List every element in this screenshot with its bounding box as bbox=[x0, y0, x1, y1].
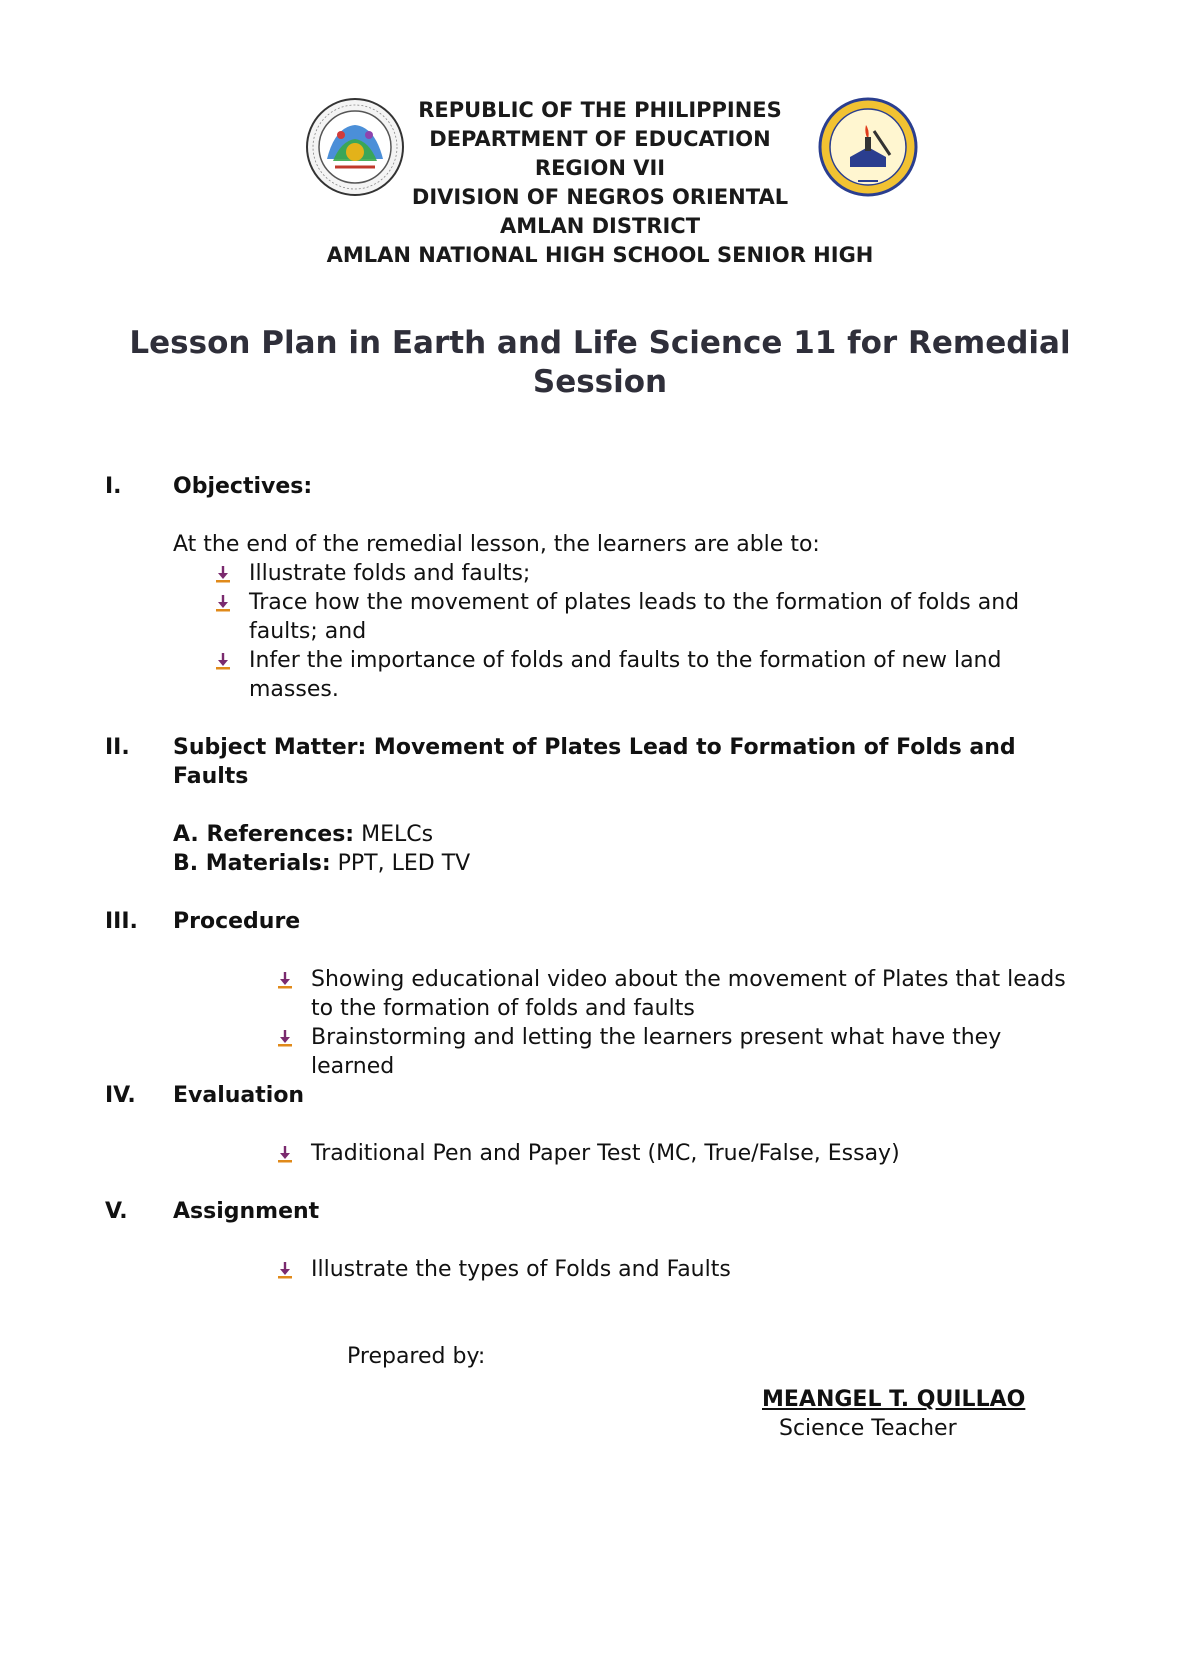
section-numeral-objectives: I. bbox=[105, 474, 122, 499]
arrow-bullet-icon bbox=[214, 652, 232, 670]
arrow-bullet-icon bbox=[276, 1261, 294, 1279]
procedure-item-continuation: to the formation of folds and faults bbox=[311, 996, 695, 1021]
document-title-line2: Session bbox=[532, 364, 668, 400]
section-heading-assignment: Assignment bbox=[173, 1199, 320, 1224]
objective-item-continuation: masses. bbox=[249, 677, 339, 702]
procedure-item-continuation: learned bbox=[311, 1054, 395, 1079]
procedure-item: Showing educational video about the movement of Plates that leads bbox=[311, 967, 1066, 992]
references-line bbox=[173, 820, 433, 849]
arrow-bullet-icon bbox=[276, 971, 294, 989]
assignment-item: Illustrate the types of Folds and Faults bbox=[311, 1257, 731, 1282]
objective-item-continuation: faults; and bbox=[249, 619, 367, 644]
arrow-bullet-icon bbox=[276, 1145, 294, 1163]
procedure-item: Brainstorming and letting the learners present what have they bbox=[311, 1025, 1002, 1050]
header-division: DIVISION OF NEGROS ORIENTAL bbox=[411, 185, 789, 209]
section-numeral-evaluation: IV. bbox=[105, 1083, 136, 1108]
prepared-by-label: Prepared by: bbox=[347, 1344, 486, 1369]
document-title-line1: Lesson Plan in Earth and Life Science 11 for Remedial bbox=[129, 325, 1071, 361]
materials-label: B. Materials: bbox=[173, 851, 331, 876]
section-heading-evaluation: Evaluation bbox=[173, 1083, 305, 1108]
section-numeral-procedure: III. bbox=[105, 909, 138, 934]
references-value: MELCs bbox=[361, 822, 434, 847]
references-label: A. References: bbox=[173, 822, 355, 847]
section-heading-objectives: Objectives: bbox=[173, 474, 313, 499]
signatory-role: Science Teacher bbox=[779, 1416, 957, 1441]
section-numeral-subject-matter: II. bbox=[105, 735, 130, 760]
section-heading-subject-matter-continuation: Faults bbox=[173, 764, 249, 789]
objective-item: Illustrate folds and faults; bbox=[249, 561, 531, 586]
header-department: DEPARTMENT OF EDUCATION bbox=[429, 127, 771, 151]
arrow-bullet-icon bbox=[276, 1029, 294, 1047]
objective-item: Trace how the movement of plates leads to the formation of folds and bbox=[249, 590, 1020, 615]
section-heading-subject-matter: Subject Matter: Movement of Plates Lead to Formation of Folds and bbox=[173, 735, 1016, 760]
arrow-bullet-icon bbox=[214, 594, 232, 612]
section-heading-procedure: Procedure bbox=[173, 909, 301, 934]
materials-value: PPT, LED TV bbox=[337, 851, 471, 876]
objectives-intro: At the end of the remedial lesson, the learners are able to: bbox=[173, 532, 820, 557]
header-district: AMLAN DISTRICT bbox=[499, 214, 701, 238]
arrow-bullet-icon bbox=[214, 565, 232, 583]
evaluation-item: Traditional Pen and Paper Test (MC, True/False, Essay) bbox=[311, 1141, 900, 1166]
section-numeral-assignment: V. bbox=[105, 1199, 128, 1224]
objective-item: Infer the importance of folds and faults to the formation of new land bbox=[249, 648, 1002, 673]
header-school: AMLAN NATIONAL HIGH SCHOOL SENIOR HIGH bbox=[326, 243, 874, 267]
header-region: REGION VII bbox=[534, 156, 666, 180]
signatory-name: MEANGEL T. QUILLAO bbox=[762, 1387, 1026, 1412]
materials-line bbox=[173, 849, 470, 878]
header-republic: REPUBLIC OF THE PHILIPPINES bbox=[418, 98, 782, 122]
